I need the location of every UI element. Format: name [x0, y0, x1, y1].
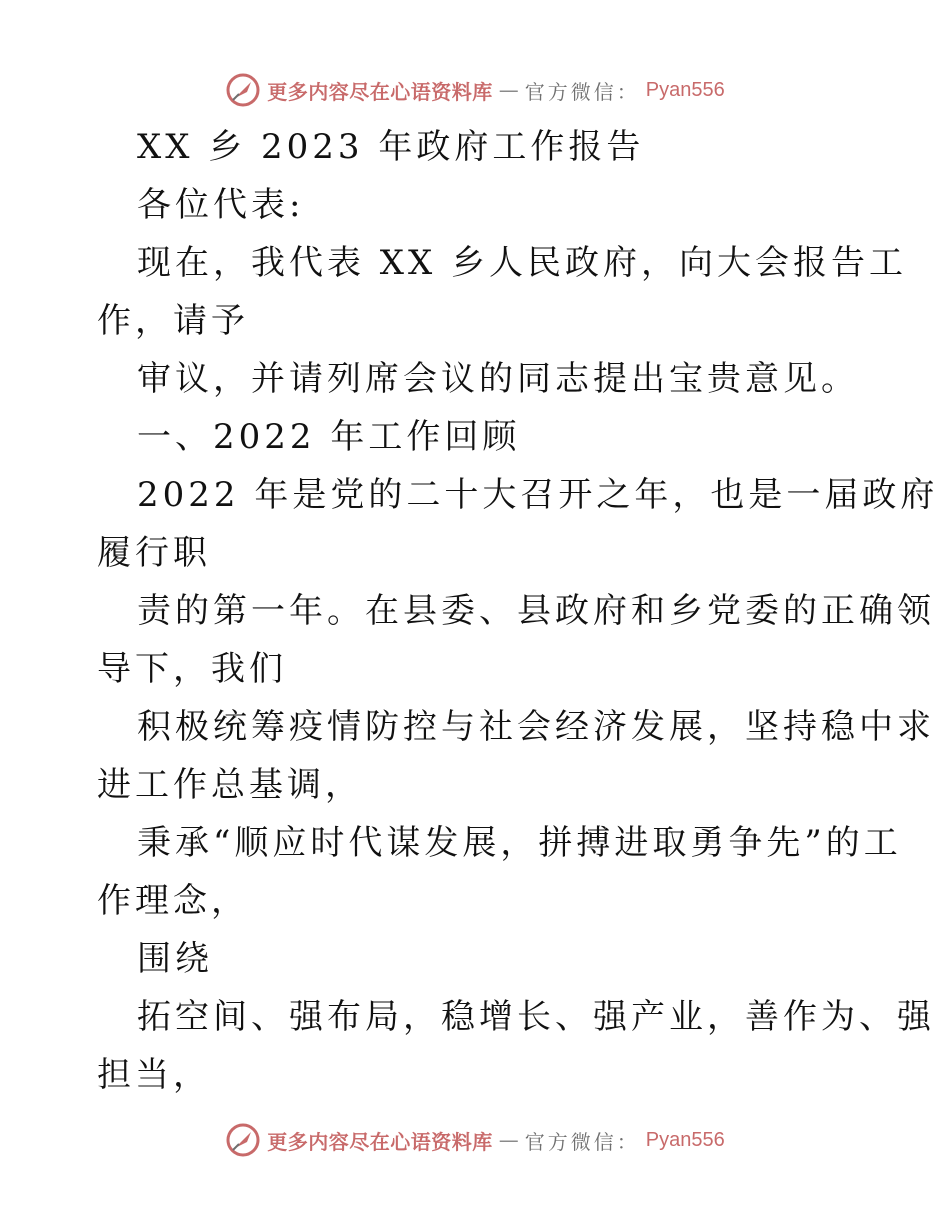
text-line: 现在，我代表 XX 乡人民政府，向大会报告工: [137, 243, 908, 283]
watermark-wechat-id: Pyan556: [645, 1128, 725, 1151]
watermark-separator: —: [498, 78, 519, 102]
watermark-text: 更多内容尽在心语资料库: [267, 1129, 493, 1154]
watermark-wechat-id: Pyan556: [645, 78, 725, 101]
text-line: 作理念，: [97, 881, 249, 921]
watermark-text: 更多内容尽在心语资料库: [267, 79, 493, 104]
feather-pen-logo-icon: [225, 1122, 261, 1158]
document-body: [97, 118, 939, 1104]
document-title: XX 乡 2023 年政府工作报告: [137, 127, 645, 167]
text-line: 秉承“顺应时代谋发展，拼搏进取勇争先”的工: [137, 823, 902, 863]
text-line: 审议，并请列席会议的同志提出宝贵意见。: [137, 359, 859, 399]
text-line: 拓空间、强布局，稳增长、强产业，善作为、强: [137, 997, 935, 1037]
watermark-wechat-label: 官方微信：: [524, 79, 640, 104]
watermark-header: [0, 70, 950, 110]
text-line: 积极统筹疫情防控与社会经济发展，坚持稳中求: [137, 707, 935, 747]
text-line: 2022 年是党的二十大召开之年，也是一届政府: [137, 475, 939, 515]
watermark-footer: [0, 1120, 950, 1160]
section-heading: 一、2022 年工作回顾: [137, 417, 521, 457]
text-line: 进工作总基调，: [97, 765, 363, 805]
salutation: 各位代表:: [137, 185, 305, 225]
text-line: 担当，: [97, 1055, 211, 1095]
text-line: 履行职: [97, 533, 211, 573]
text-line: 导下，我们: [97, 649, 287, 689]
feather-pen-logo-icon: [225, 72, 261, 108]
text-line: 责的第一年。在县委、县政府和乡党委的正确领: [137, 591, 935, 631]
text-line: 作，请予: [97, 301, 249, 341]
watermark-wechat-label: 官方微信：: [524, 1129, 640, 1154]
text-line: 围绕: [137, 939, 213, 979]
watermark-separator: —: [498, 1128, 519, 1152]
